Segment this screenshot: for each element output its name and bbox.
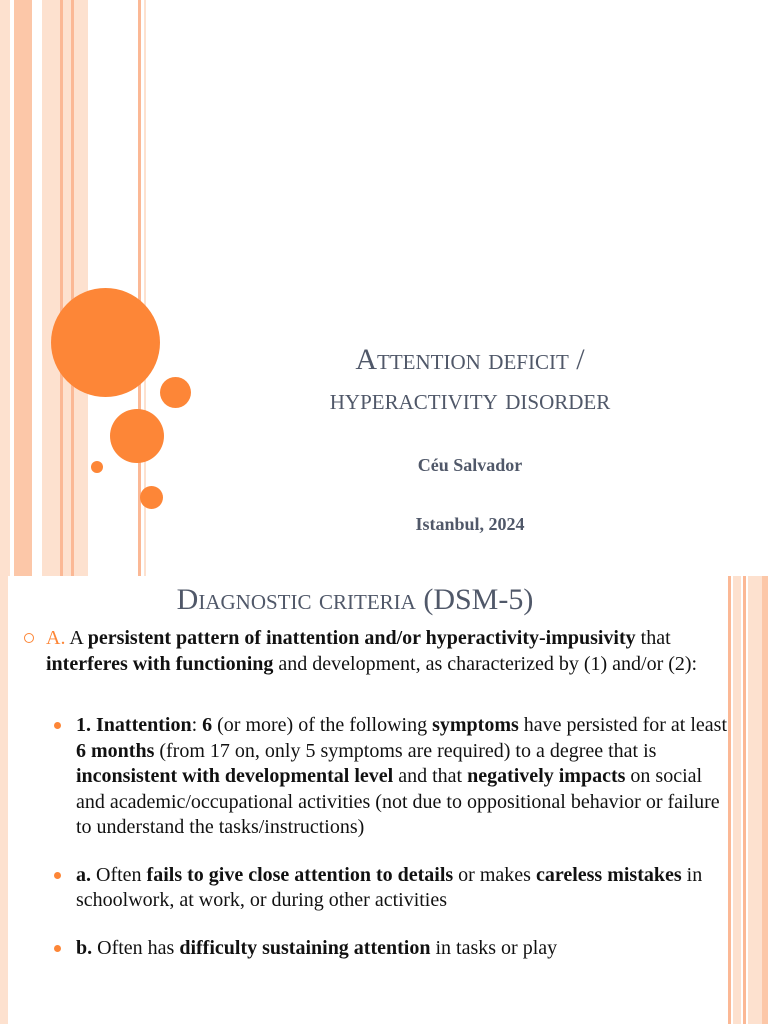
text-run: (from 17 on, only 5 symptoms are required) to a degree that is — [154, 739, 657, 762]
title-line-1: Attention deficit / — [355, 343, 585, 376]
bold-run: inconsistent with developmental level — [76, 765, 394, 787]
decorative-circles — [0, 0, 220, 576]
left-edge-stripe — [0, 576, 8, 1024]
text-run: in tasks or play — [430, 936, 558, 959]
content-slide — [0, 576, 768, 1024]
criterion-a-paragraph — [28, 626, 733, 677]
small-circle-shape — [140, 486, 163, 509]
bold-run: 6 — [202, 714, 213, 736]
title-line-2: hyperactivity disorder — [329, 383, 611, 416]
hollow-bullet-icon — [24, 633, 34, 643]
text-run: and development, as characterized by (1) and/or (2): — [273, 652, 698, 675]
bold-run: 1. Inattention — [76, 714, 192, 736]
criterion-label: A. — [46, 627, 66, 649]
text-run: (or more) of the following — [212, 714, 433, 736]
text-run: A — [65, 627, 88, 649]
bold-run: b. — [76, 936, 93, 959]
author-name: Céu Salvador — [417, 455, 523, 475]
small-circle-shape — [160, 377, 191, 408]
bold-run: interferes with functioning — [46, 652, 274, 675]
text-run: have persisted for at least — [518, 714, 728, 736]
symptom-item-b — [28, 936, 733, 962]
presentation-title — [210, 340, 730, 420]
medium-circle-shape — [110, 409, 164, 463]
bold-run: a. — [76, 863, 91, 886]
text-run: Often has — [92, 936, 180, 959]
decorative-stripes — [728, 576, 768, 1024]
text-run: and that — [393, 765, 468, 787]
slide-title: Diagnostic criteria (DSM-5) — [176, 583, 534, 616]
symptom-item-a — [28, 863, 733, 914]
bold-run: symptoms — [432, 714, 519, 736]
text-run: that — [635, 627, 671, 649]
large-circle-shape — [51, 288, 160, 397]
text-run: Often — [91, 863, 147, 886]
bold-run: fails to give close attention to details — [146, 863, 454, 886]
bold-run: careless mistakes — [535, 863, 682, 886]
bold-run: persistent pattern of inattention and/or hyperactivity-impusivity — [87, 627, 636, 649]
text-run: or makes — [453, 863, 536, 886]
bullet-dot-icon — [54, 945, 61, 952]
bold-run: 6 months — [76, 739, 155, 762]
bullet-dot-icon — [54, 872, 61, 879]
text-run: : — [191, 714, 203, 736]
tiny-circle-shape — [91, 461, 103, 473]
inattention-item — [28, 713, 733, 841]
bullet-dot-icon — [54, 722, 61, 729]
place-date: Istanbul, 2024 — [415, 514, 525, 534]
bold-run: negatively impacts — [467, 765, 626, 787]
bold-run: difficulty sustaining attention — [179, 936, 431, 959]
text-run: on social and academic/occupational activities (not due to oppositional behavior or failure to understand the tasks/instructions) — [76, 765, 720, 838]
slide-body — [28, 626, 733, 961]
text-run: in schoolwork, at work, or during other activities — [76, 863, 703, 911]
